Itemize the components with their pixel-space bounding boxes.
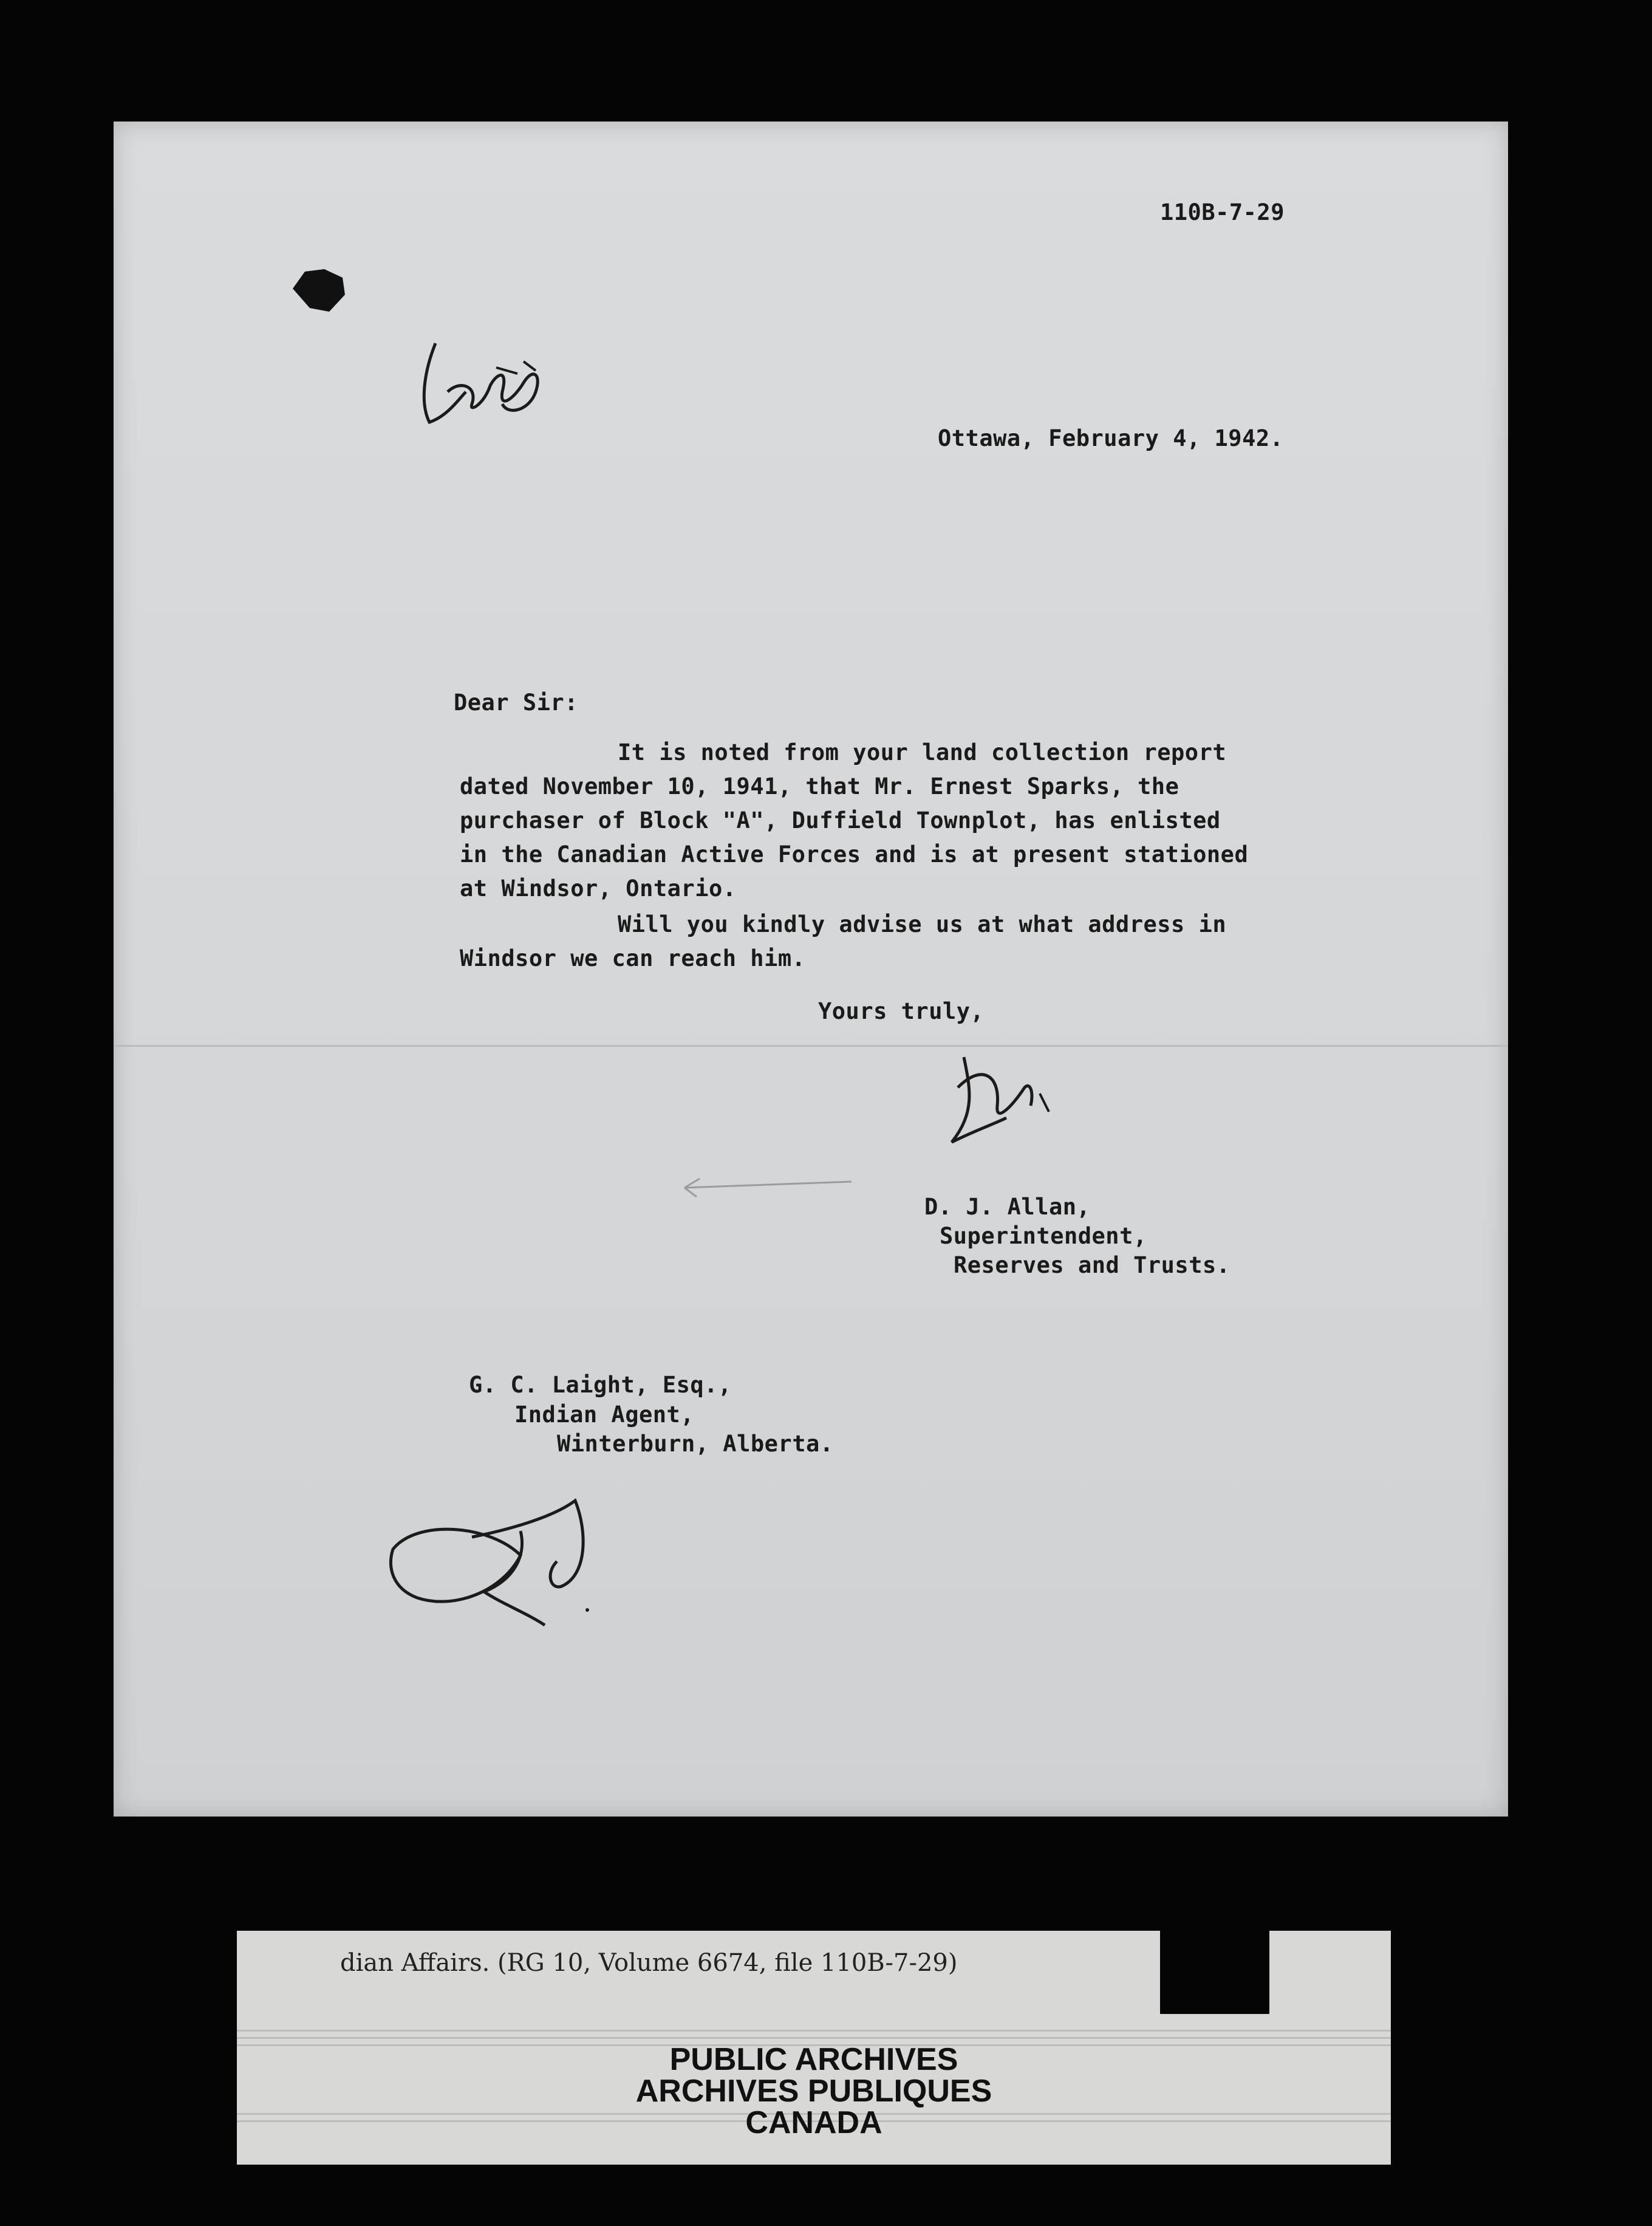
label-rule <box>237 2037 1391 2039</box>
addressee-title: Indian Agent, <box>514 1402 695 1428</box>
handwritten-initials-bottom <box>381 1482 654 1640</box>
body-line: in the Canadian Active Forces and is at present stationed <box>460 841 1249 868</box>
signatory-department: Reserves and Trusts. <box>954 1252 1230 1278</box>
addressee-location: Winterburn, Alberta. <box>557 1431 834 1457</box>
body-line: Windsor we can reach him. <box>460 945 806 971</box>
archive-caption: dian Affairs. (RG 10, Volume 6674, file 110B-7-29) <box>340 1949 958 1977</box>
archive-stamp-line: ARCHIVES PUBLIQUES <box>635 2074 992 2109</box>
fold-line <box>114 1045 1508 1047</box>
body-line: It is noted from your land collection report <box>618 739 1227 765</box>
faint-arrow-mark <box>678 1166 861 1203</box>
archive-label <box>237 1931 1391 2165</box>
handwritten-initials-top <box>411 325 557 447</box>
ink-blot-mark <box>287 264 353 319</box>
dateline: Ottawa, February 4, 1942. <box>938 425 1284 451</box>
file-reference: 110B-7-29 <box>1160 199 1285 225</box>
body-line: dated November 10, 1941, that Mr. Ernest Sparks, the <box>460 773 1179 800</box>
salutation: Dear Sir: <box>454 690 578 716</box>
archive-stamp-line: PUBLIC ARCHIVES <box>669 2042 958 2077</box>
label-rule <box>237 2030 1391 2032</box>
body-line: at Windsor, Ontario. <box>460 875 737 902</box>
archive-stamp-line: CANADA <box>745 2105 882 2140</box>
signatory-name: D. J. Allan, <box>924 1194 1091 1220</box>
label-notch <box>1160 1931 1269 2014</box>
addressee-name: G. C. Laight, Esq., <box>469 1372 732 1398</box>
body-line: Will you kindly advise us at what address in <box>618 911 1227 937</box>
closing: Yours truly, <box>818 998 985 1024</box>
signatory-title: Superintendent, <box>940 1223 1147 1249</box>
letter-page <box>114 122 1508 1817</box>
signature-mark <box>927 1039 1085 1160</box>
body-line: purchaser of Block "A", Duffield Townplot, has enlisted <box>460 807 1221 834</box>
